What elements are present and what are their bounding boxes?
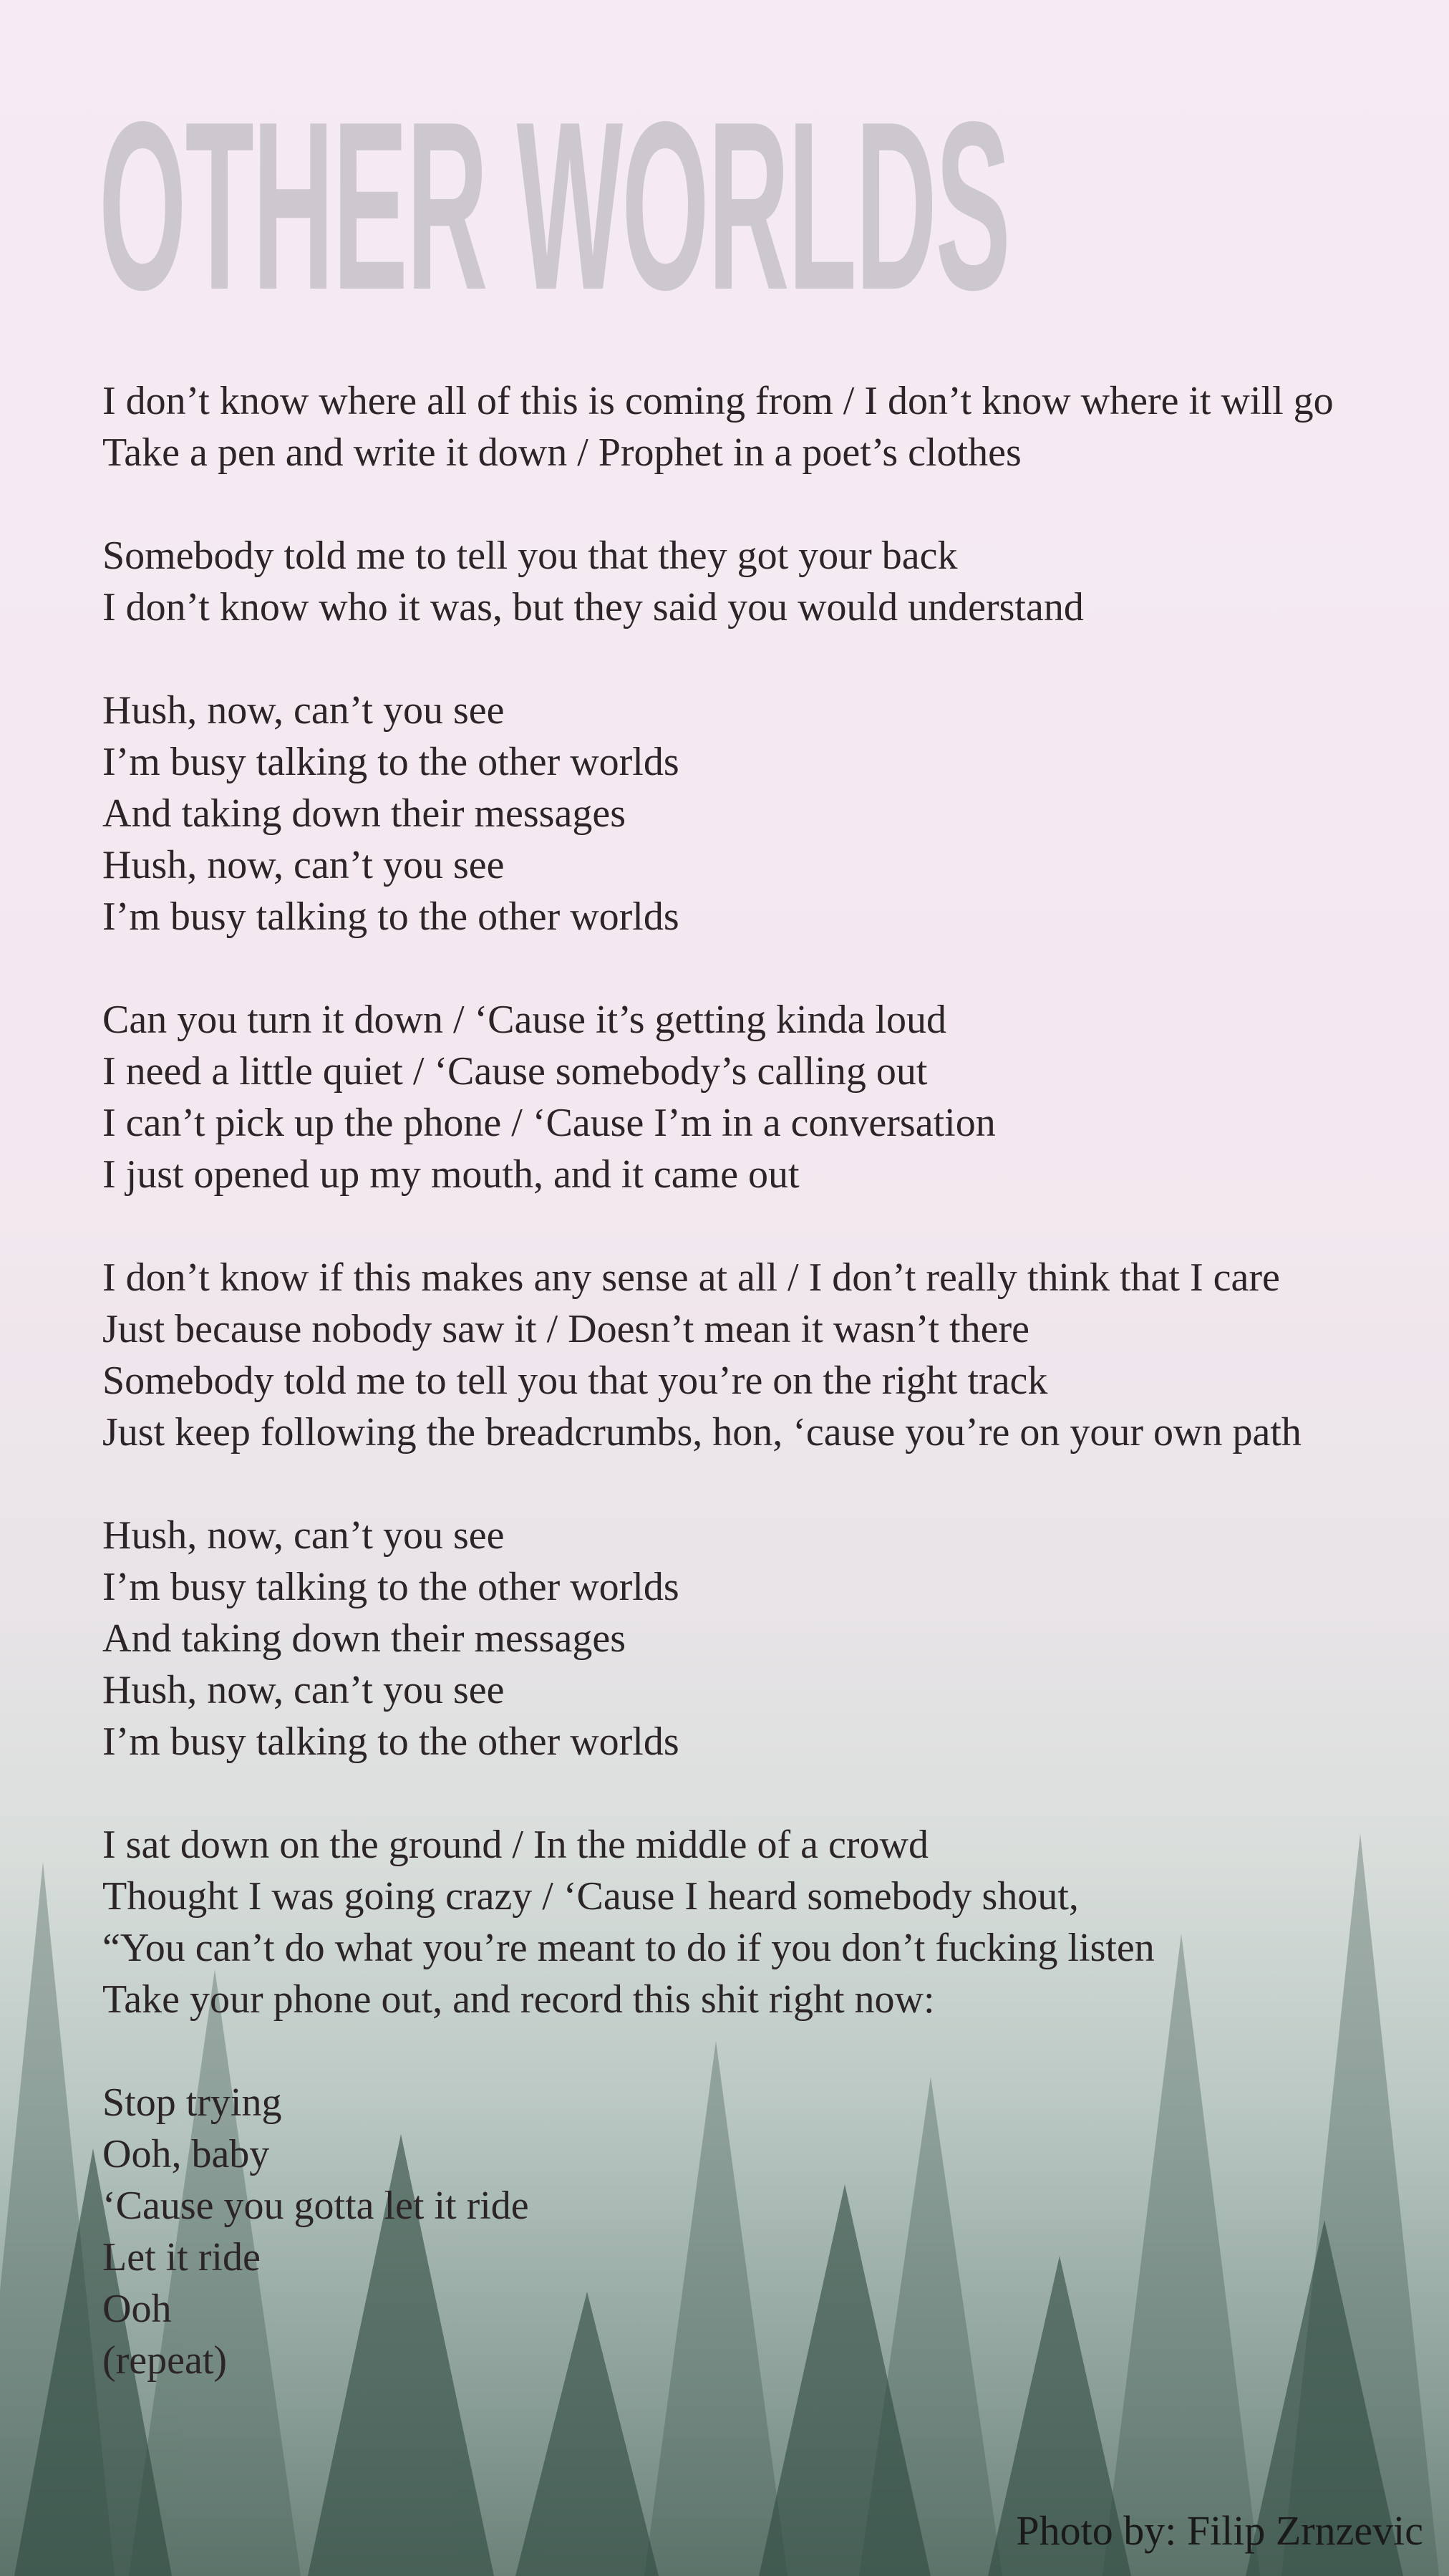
lyric-line: Stop trying xyxy=(102,2080,282,2125)
lyric-line: I don’t know if this makes any sense at all / I don’t really think that I care xyxy=(102,1255,1280,1300)
lyric-line: (repeat) xyxy=(102,2338,228,2383)
stanza xyxy=(102,1252,1334,1458)
lyric-line: Can you turn it down / ‘Cause it’s getting kinda loud xyxy=(102,998,947,1042)
lyric-line: I need a little quiet / ‘Cause somebody’s calling out xyxy=(102,1049,928,1094)
lyric-line: I’m busy talking to the other worlds xyxy=(102,740,679,784)
lyric-line: Let it ride xyxy=(102,2235,261,2280)
lyric-line: Just because nobody saw it / Doesn’t mean it wasn’t there xyxy=(102,1307,1029,1351)
lyric-line: I’m busy talking to the other worlds xyxy=(102,894,679,939)
stanza xyxy=(102,685,1334,942)
lyric-line: Just keep following the breadcrumbs, hon, ‘cause you’re on your own path xyxy=(102,1410,1302,1455)
page-title: OTHER WORLDS xyxy=(99,72,1009,339)
stanza xyxy=(102,375,1334,478)
lyric-line: I’m busy talking to the other worlds xyxy=(102,1719,679,1764)
lyric-line: And taking down their messages xyxy=(102,791,626,836)
lyric-line: ‘Cause you gotta let it ride xyxy=(102,2184,529,2228)
lyric-line: Take your phone out, and record this shit right now: xyxy=(102,1977,935,2022)
lyric-line: “You can’t do what you’re meant to do if you don’t fucking listen xyxy=(102,1926,1155,1970)
lyric-line: Hush, now, can’t you see xyxy=(102,1668,505,1712)
lyric-line: I don’t know where all of this is coming from / I don’t know where it will go xyxy=(102,379,1334,423)
stanza xyxy=(102,2077,1334,2386)
stanza xyxy=(102,1510,1334,1767)
lyric-line: Hush, now, can’t you see xyxy=(102,688,505,733)
stanza xyxy=(102,994,1334,1200)
lyric-line: Ooh xyxy=(102,2287,172,2331)
lyric-line: Somebody told me to tell you that they got your back xyxy=(102,534,958,578)
lyric-line: Thought I was going crazy / ‘Cause I heard somebody shout, xyxy=(102,1874,1079,1919)
lyric-line: And taking down their messages xyxy=(102,1616,626,1661)
photo-credit: Photo by: Filip Zrnzevic xyxy=(1016,2507,1423,2554)
lyrics xyxy=(102,375,1334,2438)
stanza xyxy=(102,530,1334,633)
lyric-line: I’m busy talking to the other worlds xyxy=(102,1565,679,1609)
lyric-line: I just opened up my mouth, and it came out xyxy=(102,1152,800,1197)
lyric-line: Take a pen and write it down / Prophet in a poet’s clothes xyxy=(102,430,1022,475)
stanza xyxy=(102,1819,1334,2025)
lyric-line: I don’t know who it was, but they said you would understand xyxy=(102,585,1084,629)
lyric-line: I sat down on the ground / In the middle of a crowd xyxy=(102,1823,929,1867)
lyric-line: Hush, now, can’t you see xyxy=(102,1513,505,1558)
lyric-line: Somebody told me to tell you that you’re on the right track xyxy=(102,1359,1048,1403)
lyric-line: I can’t pick up the phone / ‘Cause I’m in a conversation xyxy=(102,1101,996,1145)
lyric-line: Hush, now, can’t you see xyxy=(102,843,505,887)
lyric-line: Ooh, baby xyxy=(102,2132,270,2176)
